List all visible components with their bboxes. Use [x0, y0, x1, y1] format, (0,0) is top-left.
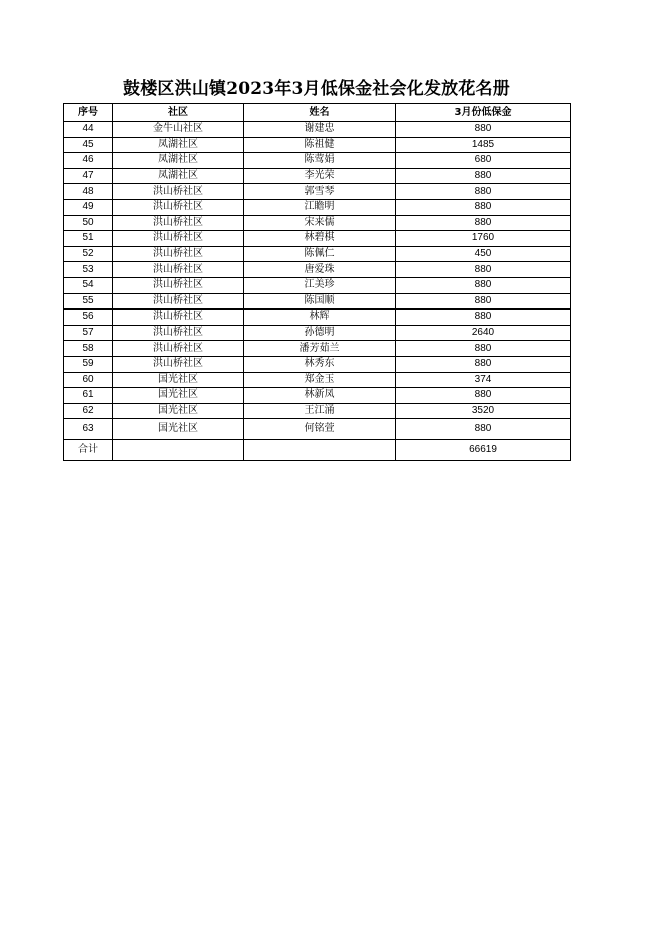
cell-seq: 61 — [64, 388, 113, 404]
cell-name: 潘芳茹兰 — [244, 341, 396, 357]
cell-seq: 63 — [64, 419, 113, 440]
table-row — [64, 137, 571, 153]
header-community: 社区 — [113, 104, 244, 122]
cell-amount: 880 — [396, 356, 571, 372]
cell-amount: 880 — [396, 341, 571, 357]
cell-amount: 1760 — [396, 231, 571, 247]
cell-amount: 880 — [396, 215, 571, 231]
table-row — [64, 184, 571, 200]
cell-seq: 51 — [64, 231, 113, 247]
cell-community: 洪山桥社区 — [113, 277, 244, 293]
cell-name: 李光荣 — [244, 168, 396, 184]
cell-amount: 880 — [396, 309, 571, 325]
cell-community: 凤湖社区 — [113, 137, 244, 153]
table-row — [64, 356, 571, 372]
cell-seq: 54 — [64, 277, 113, 293]
cell-amount: 880 — [396, 293, 571, 309]
cell-name: 江美珍 — [244, 277, 396, 293]
cell-community: 洪山桥社区 — [113, 293, 244, 309]
cell-seq: 60 — [64, 372, 113, 388]
cell-seq: 45 — [64, 137, 113, 153]
cell-name: 林辉 — [244, 309, 396, 325]
total-name-cell — [244, 440, 396, 461]
cell-community: 洪山桥社区 — [113, 231, 244, 247]
cell-community: 国光社区 — [113, 388, 244, 404]
table-row — [64, 403, 571, 419]
cell-name: 陈祖健 — [244, 137, 396, 153]
cell-name: 孙德明 — [244, 325, 396, 341]
cell-seq: 49 — [64, 199, 113, 215]
cell-seq: 47 — [64, 168, 113, 184]
header-seq: 序号 — [64, 104, 113, 122]
table-row — [64, 199, 571, 215]
table-row — [64, 388, 571, 404]
cell-community: 洪山桥社区 — [113, 356, 244, 372]
cell-community: 洪山桥社区 — [113, 199, 244, 215]
cell-name: 何铭萱 — [244, 419, 396, 440]
cell-seq: 48 — [64, 184, 113, 200]
table-row — [64, 372, 571, 388]
cell-community: 洪山桥社区 — [113, 215, 244, 231]
cell-amount: 880 — [396, 168, 571, 184]
cell-name: 王江涌 — [244, 403, 396, 419]
cell-amount: 880 — [396, 419, 571, 440]
cell-name: 陈佩仁 — [244, 246, 396, 262]
cell-seq: 55 — [64, 293, 113, 309]
table-row — [64, 277, 571, 293]
roster-table — [63, 103, 571, 461]
cell-seq: 44 — [64, 122, 113, 138]
cell-amount: 880 — [396, 388, 571, 404]
cell-seq: 46 — [64, 153, 113, 169]
cell-amount: 374 — [396, 372, 571, 388]
cell-amount: 880 — [396, 199, 571, 215]
cell-amount: 2640 — [396, 325, 571, 341]
cell-community: 洪山桥社区 — [113, 184, 244, 200]
cell-name: 陈莺娟 — [244, 153, 396, 169]
table-row — [64, 122, 571, 138]
table-row — [64, 215, 571, 231]
table-row — [64, 293, 571, 309]
cell-amount: 450 — [396, 246, 571, 262]
cell-community: 洪山桥社区 — [113, 325, 244, 341]
cell-seq: 62 — [64, 403, 113, 419]
cell-amount: 1485 — [396, 137, 571, 153]
page-title: 鼓楼区洪山镇2023年3月低保金社会化发放花名册 — [123, 79, 510, 99]
table-row — [64, 168, 571, 184]
cell-seq: 56 — [64, 309, 113, 325]
cell-community: 凤湖社区 — [113, 168, 244, 184]
cell-name: 林新凤 — [244, 388, 396, 404]
cell-community: 国光社区 — [113, 403, 244, 419]
cell-name: 唐爱珠 — [244, 262, 396, 278]
table-row — [64, 246, 571, 262]
table-row — [64, 325, 571, 341]
cell-amount: 880 — [396, 122, 571, 138]
table-row — [64, 153, 571, 169]
cell-seq: 52 — [64, 246, 113, 262]
cell-name: 江瞻明 — [244, 199, 396, 215]
total-amount: 66619 — [396, 440, 571, 461]
cell-community: 洪山桥社区 — [113, 309, 244, 325]
cell-name: 陈国顺 — [244, 293, 396, 309]
table-row — [64, 262, 571, 278]
cell-name: 谢建忠 — [244, 122, 396, 138]
cell-community: 洪山桥社区 — [113, 262, 244, 278]
table-row — [64, 341, 571, 357]
cell-amount: 880 — [396, 277, 571, 293]
total-label: 合计 — [64, 440, 113, 461]
cell-amount: 680 — [396, 153, 571, 169]
header-name: 姓名 — [244, 104, 396, 122]
cell-community: 金牛山社区 — [113, 122, 244, 138]
cell-community: 洪山桥社区 — [113, 341, 244, 357]
cell-seq: 50 — [64, 215, 113, 231]
cell-name: 林碧棋 — [244, 231, 396, 247]
cell-amount: 880 — [396, 262, 571, 278]
cell-community: 凤湖社区 — [113, 153, 244, 169]
cell-community: 国光社区 — [113, 419, 244, 440]
cell-community: 洪山桥社区 — [113, 246, 244, 262]
cell-community: 国光社区 — [113, 372, 244, 388]
total-community-cell — [113, 440, 244, 461]
table-row — [64, 231, 571, 247]
total-row — [64, 440, 571, 461]
cell-seq: 57 — [64, 325, 113, 341]
table-header-row — [64, 104, 571, 122]
cell-name: 宋来儒 — [244, 215, 396, 231]
table-row — [64, 419, 571, 440]
cell-name: 郑金玉 — [244, 372, 396, 388]
table-row — [64, 309, 571, 325]
cell-amount: 3520 — [396, 403, 571, 419]
cell-amount: 880 — [396, 184, 571, 200]
cell-seq: 59 — [64, 356, 113, 372]
cell-seq: 53 — [64, 262, 113, 278]
cell-name: 林秀东 — [244, 356, 396, 372]
cell-seq: 58 — [64, 341, 113, 357]
cell-name: 郭雪琴 — [244, 184, 396, 200]
header-amount: 3月份低保金 — [396, 104, 571, 122]
